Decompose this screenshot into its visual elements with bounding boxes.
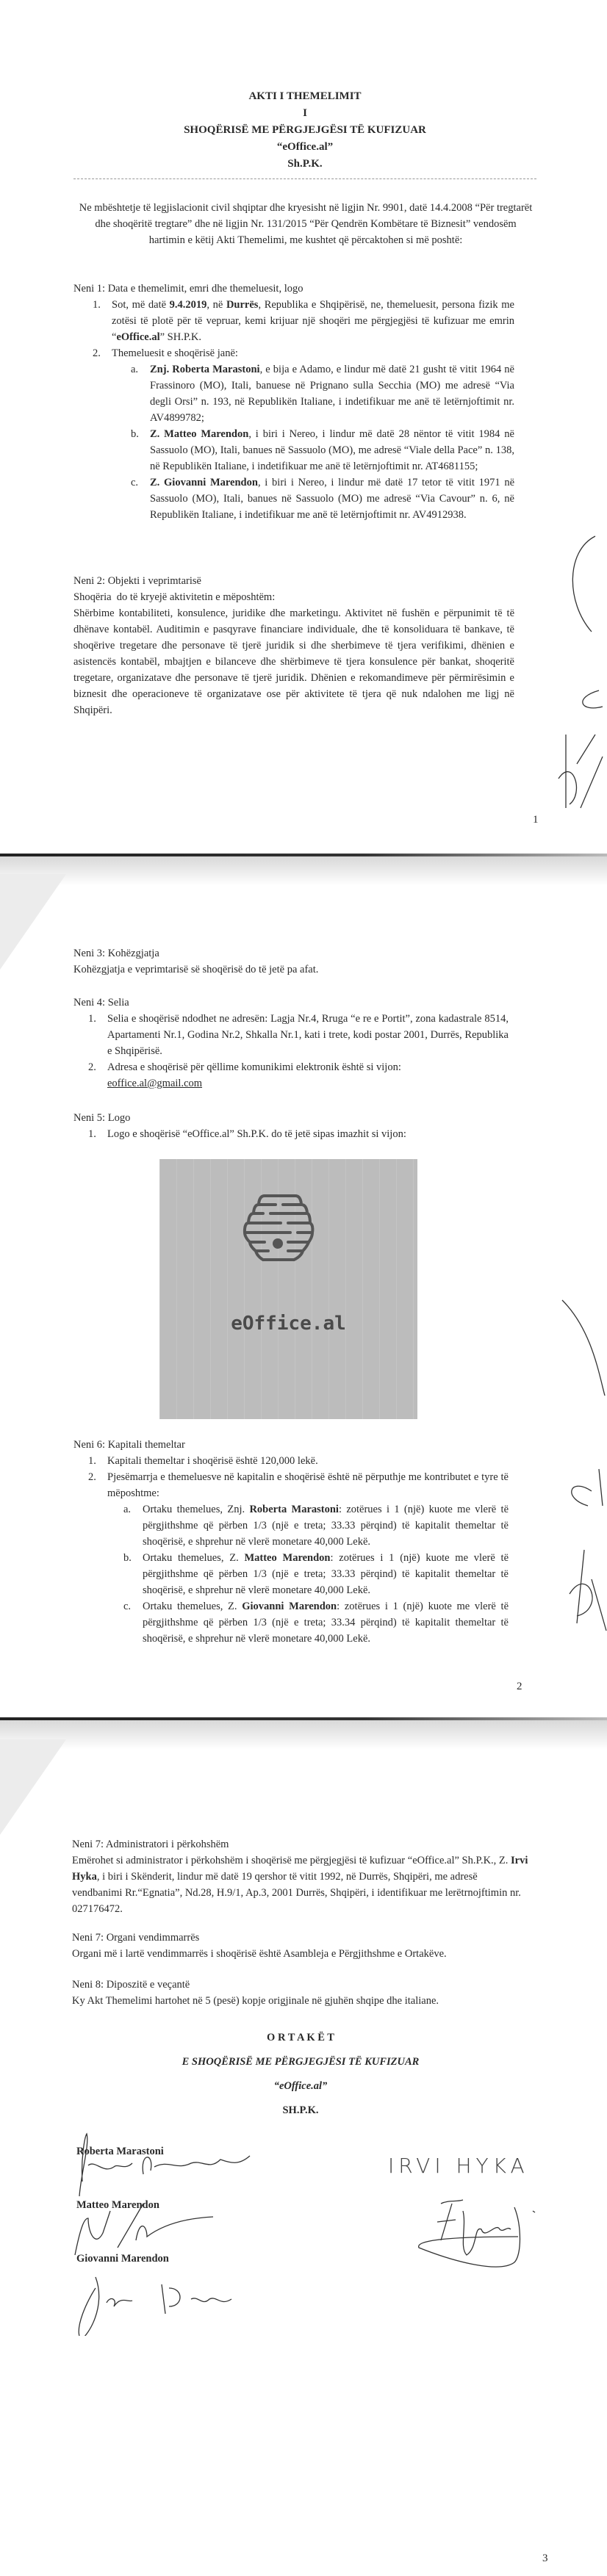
- article-5: [73, 1110, 509, 1142]
- logo-wordmark: eOffice.al: [231, 1313, 346, 1335]
- item-text: [143, 1552, 509, 1596]
- list-item: [88, 1011, 509, 1059]
- closing-line: SH.P.K.: [282, 2104, 319, 2116]
- intro-paragraph: Ne mbështetje të legjislacionit civil shqiptar dhe kryesisht në ligjin Nr. 9901, datë 14.4.2008 “Për tregtarët dhe shoqëritë tregtare” dhe në ligjin Nr. 131/2015 “Për Qendrën Kombëtare të Biznesit” vendosëm hartimin e këtij Akti Themelimi, me kushtet që përcaktohen si më poshtë:: [79, 202, 533, 246]
- article-body: Kohëzgjatja e veprimtarisë së shoqërisë do të jetë pa afat.: [73, 964, 319, 975]
- bold-text-run: Z. Matteo Marendon: [150, 428, 249, 440]
- item-number: 1.: [88, 1128, 96, 1140]
- article-body: Ky Akt Themelimi hartohet në 5 (pesë) kopje origjinale në gjuhën shqipe dhe italiane.: [72, 1995, 439, 2007]
- bold-text-run: Giovanni Marendon: [242, 1601, 337, 1612]
- text-run: Emërohet si administrator i përkohshëm i shoqërisë me përgjegjësi të kufizuar “eOffice.al” Sh.P.K., Z.: [72, 1855, 511, 1866]
- item-text: [150, 477, 514, 521]
- contribution-item: [123, 1550, 509, 1598]
- text-run: Ortaku themelues, Z.: [143, 1601, 243, 1612]
- list-item: [88, 1453, 509, 1469]
- closing-line: E SHOQËRISË ME PËRGJEGJËSI TË KUFIZUAR: [182, 2056, 420, 2068]
- article-heading: Neni 8: Diposzitë e veçantë: [72, 1979, 190, 1991]
- item-text: Logo e shoqërisë “eOffice.al” Sh.P.K. do të jetë sipas imazhit si vijon:: [107, 1128, 406, 1140]
- article-heading: Neni 1: Data e themelimit, emri dhe themeluesit, logo: [73, 283, 304, 295]
- text-run: , Republika e Shqipërisë, ne, themeluesit, persona fizik me zotësi të plotë për të vepruar, kemi krijuar një shoqëri me përgjegjësi të kufizuar me emrin “: [112, 299, 514, 343]
- page-shadow: [0, 856, 607, 886]
- company-logo: [159, 1159, 417, 1419]
- article-heading: Neni 4: Selia: [73, 997, 129, 1009]
- bold-text-run: eOffice.al: [116, 331, 160, 343]
- contribution-item: [123, 1501, 509, 1550]
- margin-initials-signature: [547, 1285, 607, 1638]
- founder-item: [131, 361, 514, 426]
- article-6: [73, 1437, 509, 1647]
- article-body: [72, 1852, 529, 1917]
- article-1: [73, 281, 514, 523]
- item-text: Selia e shoqërisë ndodhet ne adresën: Lagja Nr.4, Rruga “e re e Portit”, zona kadastrale 8514, Apartamenti Nr.1, Godina Nr.2, Shkalla Nr.1, kati i trete, kodi postar 2001, Durrës, Republika e Shqipërisë.: [107, 1013, 509, 1057]
- text-run: Themeluesit e shoqërisë janë:: [112, 347, 238, 359]
- text-run: Sot, më datë: [112, 299, 170, 311]
- article-heading: Neni 2: Objekti i veprimtarisë: [73, 575, 201, 587]
- item-number: 1.: [88, 1455, 96, 1467]
- closing-block: [72, 2026, 529, 2123]
- title-line: AKTI I THEMELIMIT: [248, 90, 362, 102]
- article-7-administrator: [72, 1836, 529, 1917]
- title-line: SHOQËRISË ME PËRGJEJGËSI TË KUFIZUAR: [184, 124, 426, 136]
- administrator-signature: [412, 2196, 558, 2277]
- text-run: : zotërues i 1 (një) kuote me vlerë të përgjithshme që përben 1/3 (një e treta; 33.34 përqind) të kapitalit themeltar të shoqërisë, e shprehur në vlerë monetare 40,000 Lekë.: [143, 1601, 509, 1645]
- text-run: Ortaku themelues, Znj.: [143, 1504, 250, 1515]
- bold-text-run: Z. Giovanni Marendon: [150, 477, 258, 488]
- page-corner: [0, 874, 66, 970]
- item-text: [112, 347, 238, 359]
- item-number: 1.: [93, 299, 101, 311]
- article-heading: Neni 6: Kapitali themeltar: [73, 1439, 185, 1451]
- text-run: , i biri i Nereo, i lindur më datë 28 nëntor të vitit 1984 në Sassuolo (MO), Itali, banues në Sassuolo (MO), me adresë “Viale della Pace” n. 138, në Republikën Italiane, i indetifikuar me anë të letërnjoftimit nr. AT4681155;: [150, 428, 514, 472]
- text-run: , i biri i Skënderit, lindur më datë 19 qershor të vitit 1992, në Durrës, Shqipëri, me adresë vendbanimi Rr.“Egnatia”, Nd.28, H.9/1, Ap.3, 2001 Durrës, Shqipëri, i identifikuar me lerëtrnojftimin nr. 027176472.: [72, 1871, 521, 1915]
- bold-text-run: 9.4.2019: [169, 299, 207, 311]
- item-letter: a.: [131, 364, 139, 375]
- text-run: , e bija e Adamo, e lindur më datë 21 gusht të vitit 1964 në Frassinoro (MO), Itali, banuese në Prignano sulla Secchia (MO) me adresë “Via degli Orsi” n. 193, në Republikën Italiane, i indetifikuar me anë të letërnjoftimit nr. AV4899782;: [150, 364, 514, 424]
- article-heading: Neni 3: Kohëzgjatja: [73, 948, 159, 959]
- bold-text-run: Matteo Marendon: [244, 1552, 331, 1564]
- text-run: Ortaku themelues, Z.: [143, 1552, 245, 1564]
- beehive-icon: [243, 1192, 316, 1266]
- title-divider: [73, 178, 536, 179]
- article-heading: Neni 7: Administratori i përkohshëm: [72, 1839, 229, 1850]
- page-corner: [0, 1739, 66, 1835]
- item-letter: c.: [131, 477, 139, 488]
- article-heading: Neni 5: Logo: [73, 1112, 131, 1124]
- text-run: , i biri i Nereo, i lindur më datë 17 tetor të vitit 1971 në Sassuolo (MO), Itali, banues në Sassuolo (MO) me adresë “Via Cavour” n. 6, në Republikën Italiane, i indetifikuar me anë të letërnjoftimit nr. AV4912938.: [150, 477, 515, 521]
- signatory-name: Giovanni Marendon: [76, 2253, 169, 2265]
- document-title: [73, 88, 536, 173]
- founder-item: [131, 475, 515, 523]
- item-letter: a.: [123, 1504, 132, 1515]
- closing-title: O R T A K Ë T: [267, 2032, 334, 2043]
- signatory-name: Matteo Marendon: [76, 2199, 159, 2211]
- item-text: [112, 299, 514, 343]
- item-text: Pjesëmarrja e themeluesve në kapitalin e shoqërisë është në përputhje me kontributet e tyre të mëposhtme:: [107, 1471, 509, 1499]
- founder-signatures: [73, 2130, 279, 2336]
- article-4: [73, 995, 509, 1092]
- item-text: [143, 1504, 509, 1548]
- article-7-decision-body: [72, 1930, 529, 1962]
- list-item: [93, 345, 514, 361]
- item-text: Kapitali themeltar i shoqërisë është 120,000 lekë.: [107, 1455, 318, 1467]
- article-3: [73, 945, 509, 978]
- item-letter: b.: [123, 1552, 132, 1564]
- handwritten-administrator-name: IRVI HYKA: [388, 2154, 529, 2178]
- contribution-item: [123, 1598, 509, 1647]
- page-shadow: [0, 1720, 607, 1750]
- item-text: Adresa e shoqërisë për qëllime komunikimi elektronik është si vijon:: [107, 1061, 401, 1073]
- page-number: 2: [517, 1681, 522, 1692]
- item-text: [150, 428, 514, 472]
- title-line: I: [303, 107, 307, 119]
- article-heading: Neni 7: Organi vendimmarrës: [72, 1932, 200, 1944]
- bold-text-run: Znj. Roberta Marastoni: [150, 364, 260, 375]
- margin-initials-signature: [551, 514, 607, 823]
- page-number: 3: [542, 2552, 548, 2564]
- item-text: [150, 364, 514, 424]
- item-number: 2.: [88, 1471, 96, 1483]
- text-run: : zotërues i 1 (një) kuote me vlerë të përgjithshme që përben 1/3 (një e treta; 33.33 përqind) të kapitalit themeltar të shoqërisë, e shprehur në vlerë monetare 40,000 Lekë.: [143, 1504, 509, 1548]
- founder-item: [131, 426, 514, 475]
- item-number: 1.: [88, 1013, 96, 1025]
- text-run: ” SH.P.K.: [159, 331, 202, 343]
- closing-line: “eOffice.al”: [273, 2080, 328, 2092]
- bold-text-run: Roberta Marastoni: [249, 1504, 339, 1515]
- page-number: 1: [533, 814, 539, 826]
- email-link[interactable]: eoffice.al@gmail.com: [107, 1078, 203, 1089]
- article-8: [72, 1977, 529, 2009]
- article-2: [73, 573, 514, 718]
- article-lead: Shoqëria do të kryejë aktivitetin e mëposhtëm:: [73, 591, 276, 603]
- text-run: : zotërues i 1 (një) kuote me vlerë të përgjithshme që përben 1/3 (një e treta; 33.33 përqind) të kapitalit themeltar të shoqërisë, e shprehur në vlerë monetare 40,000 Lekë.: [143, 1552, 509, 1596]
- item-number: 2.: [93, 347, 101, 359]
- bold-text-run: Durrës: [226, 299, 259, 311]
- list-item: [93, 297, 514, 345]
- article-body: Organi më i lartë vendimmarrës i shoqërisë është Asambleja e Përgjithshme e Ortakëve.: [72, 1948, 447, 1960]
- article-body: Shërbime kontabiliteti, konsulence, juridike dhe marketingu. Aktivitet në fushën e përpunimit të të dhënave kontabël. Auditimin e pasqyrave financiare individuale, dhe të konsoliduara të bankave, të shoqërive tregetare dhe personave të tjerë juridik si dhe sherbimeve të tjera verifikimi, dhënien e asistencës kontabël, mbajtjen e bilanceve dhe shërbimeve të tjera konsulence për bankat, shoqeritë tregetare, organizatave dhe personave të tjerë juridik. Dhënien e rekomandimeve për përmirësimin e biznesit dhe operacioneve të organizatave ose për aktivitete të tjera që nuk ndalohen me ligj në Shqipëri.: [73, 607, 514, 716]
- item-letter: c.: [123, 1601, 132, 1612]
- item-number: 2.: [88, 1061, 96, 1073]
- list-item: [88, 1126, 509, 1142]
- signatory-name: Roberta Marastoni: [76, 2146, 164, 2157]
- text-run: , në: [206, 299, 226, 311]
- title-line: Sh.P.K.: [287, 158, 323, 170]
- list-item: [88, 1059, 509, 1092]
- item-letter: b.: [131, 428, 139, 440]
- list-item: [88, 1469, 509, 1501]
- bold-text-run: Irvi Hyka: [72, 1855, 528, 1883]
- title-line: “eOffice.al”: [276, 141, 334, 153]
- item-text: [143, 1601, 509, 1645]
